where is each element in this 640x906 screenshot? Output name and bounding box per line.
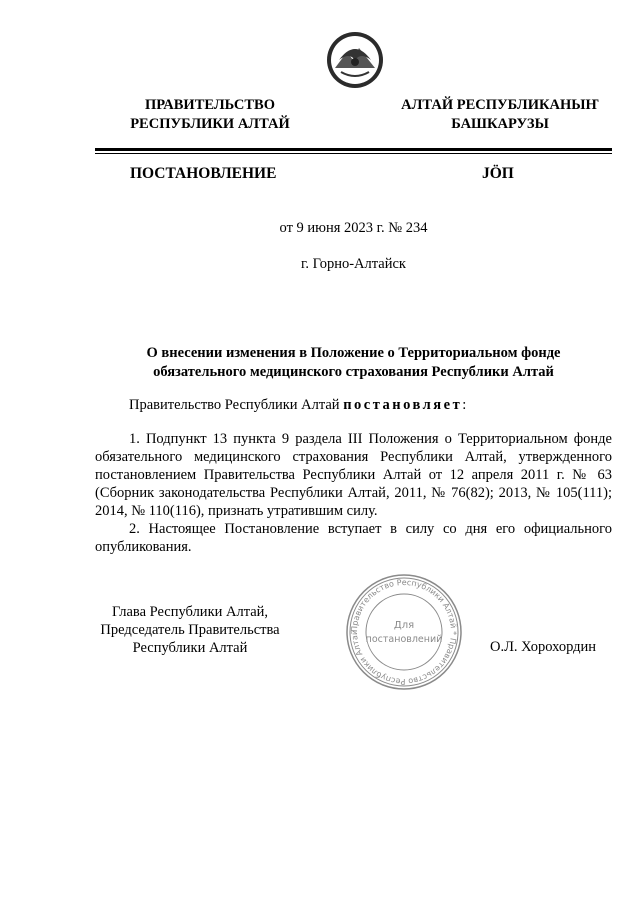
preamble-emphasis: постановляет	[343, 397, 463, 413]
doc-type-alt: JӦП	[482, 165, 514, 182]
signature-position	[85, 603, 295, 657]
header-divider-thin	[95, 153, 612, 154]
header-divider-thick	[95, 148, 612, 151]
header-left-line1: ПРАВИТЕЛЬСТВО	[145, 97, 275, 113]
document-title	[95, 344, 612, 382]
title-line1: О внесении изменения в Положение о Территориальном фонде	[146, 345, 561, 361]
document-city: г. Горно-Алтайск	[301, 256, 406, 272]
official-stamp	[344, 572, 464, 692]
header-right	[390, 96, 610, 134]
signature-line2: Председатель Правительства	[100, 622, 280, 638]
preamble	[95, 396, 612, 414]
doc-type-ru: ПОСТАНОВЛЕНИЕ	[130, 165, 277, 182]
document-date: от 9 июня 2023 г. № 234	[279, 220, 428, 236]
header-left	[110, 96, 310, 134]
title-line2: обязательного медицинского страхования Республики Алтай	[153, 364, 554, 380]
header-right-line2: БАШКАРУЗЫ	[451, 116, 549, 132]
signer-name: О.Л. Хорохордин	[490, 639, 597, 655]
paragraph-1: 1. Подпункт 13 пункта 9 раздела III Положения о Территориальном фонде обязательного медицинского страхования Республики Алтай, утвержденного постановлением Правительства Республики Алтай от 12 апреля 2011 г. № 63 (Сборник законодательства Республики Алтай, 2011, № 76(82); 2013, № 105(111); 2014, № 110(116), признать утратившим силу.	[95, 431, 612, 519]
header-right-line1: АЛТАЙ РЕСПУБЛИКАНЫҤ	[401, 97, 599, 113]
signature-line1: Глава Республики Алтай,	[111, 604, 269, 620]
stamp-inner-line1: Для	[393, 620, 415, 631]
preamble-text: Правительство Республики Алтай	[129, 397, 344, 413]
signature-line3: Республики Алтай	[132, 640, 248, 656]
stamp-outer-text: Правительство Республики Алтай * Правительство Республики Алтай	[349, 577, 459, 687]
stamp-inner-line2: постановлений	[365, 634, 443, 645]
header-left-line2: РЕСПУБЛИКИ АЛТАЙ	[130, 116, 290, 132]
preamble-suffix: :	[462, 397, 467, 413]
paragraph-2: 2. Настоящее Постановление вступает в силу со дня его официального опубликования.	[95, 521, 612, 555]
coat-of-arms-emblem	[325, 30, 385, 90]
